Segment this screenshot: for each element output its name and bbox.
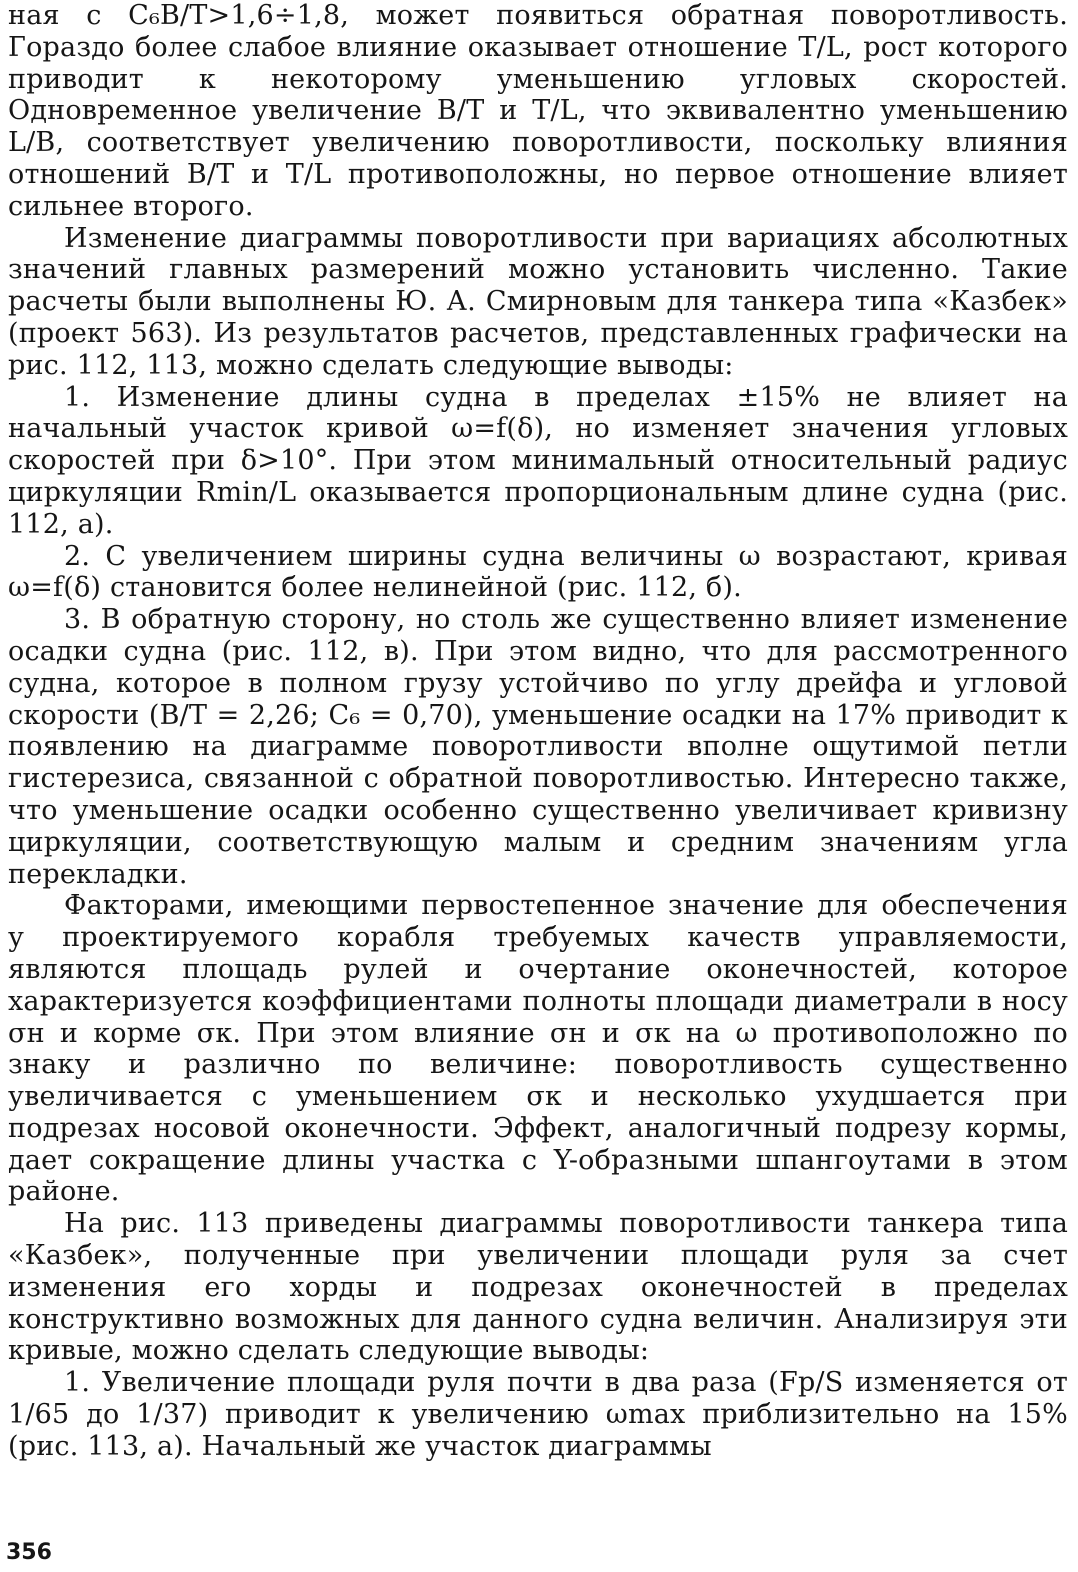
- paragraph-conclusion-3: 3. В обратную сторону, но столь же существенно влияет изменение осадки судна (рис. 112, в). При этом видно, что для рассмотренного судна, которое в полном грузу устойчиво по углу дрейфа и угловой скорости (B/T = 2,26; C₆ = 0,70), уменьшение осадки на 17% приводит к появлению на диаграмме поворотливости вполне ощутимой петли гистерезиса, связанной с обратной поворотливостью. Интересно также, что уменьшение осадки особенно существенно увеличивает кривизну циркуляции, соответствующую малым и средним значениям угла перекладки.: [8, 604, 1068, 890]
- paragraph-conclusion-1: 1. Изменение длины судна в пределах ±15% не влияет на начальный участок кривой ω=f(δ), но изменяет значения угловых скоростей при δ>10°. При этом минимальный относительный радиус циркуляции Rmin/L оказывается пропорциональным длине судна (рис. 112, а).: [8, 381, 1068, 540]
- page-number: 356: [6, 1540, 52, 1565]
- page-body: [8, 0, 1068, 1463]
- paragraph-diagram-change: Изменение диаграммы поворотливости при вариациях абсолютных значений главных размерений можно установить численно. Такие расчеты были выполнены Ю. А. Смирновым для танкера типа «Казбек» (проект 563). Из результатов расчетов, представленных графически на рис. 112, 113, можно сделать следующие выводы:: [8, 222, 1068, 381]
- paragraph-factors: Факторами, имеющими первостепенное значение для обеспечения у проектируемого корабля требуемых качеств управляемости, являются площадь рулей и очертание оконечностей, которое характеризуется коэффициентами полноты площади диаметрали в носу σн и корме σк. При этом влияние σн и σк на ω противоположно по знаку и различно по величине: поворотливость существенно увеличивается с уменьшением σк и несколько ухудшается при подрезах носовой оконечности. Эффект, аналогичный подрезу кормы, дает сокращение длины участка с Y-образными шпангоутами в этом районе.: [8, 890, 1068, 1208]
- paragraph-fig113: На рис. 113 приведены диаграммы поворотливости танкера типа «Казбек», полученные при увеличении площади руля за счет изменения его хорды и подрезах оконечностей в пределах конструктивно возможных для данного судна величин. Анализируя эти кривые, можно сделать следующие выводы:: [8, 1208, 1068, 1367]
- paragraph-continuation: ная с C₆B/T>1,6÷1,8, может появиться обратная поворотливость. Гораздо более слабое влияние оказывает отношение T/L, рост которого приводит к некоторому уменьшению угловых скоростей. Одновременное увеличение B/T и T/L, что эквивалентно уменьшению L/B, соответствует увеличению поворотливости, поскольку влияния отношений B/T и T/L противоположны, но первое отношение влияет сильнее второго.: [8, 0, 1068, 222]
- paragraph-conclusion-2: 2. С увеличением ширины судна величины ω возрастают, кривая ω=f(δ) становится более нелинейной (рис. 112, б).: [8, 540, 1068, 604]
- paragraph-rudder-1: 1. Увеличение площади руля почти в два раза (Fр/S изменяется от 1/65 до 1/37) приводит к увеличению ωmax приблизительно на 15% (рис. 113, а). Начальный же участок диаграммы: [8, 1367, 1068, 1462]
